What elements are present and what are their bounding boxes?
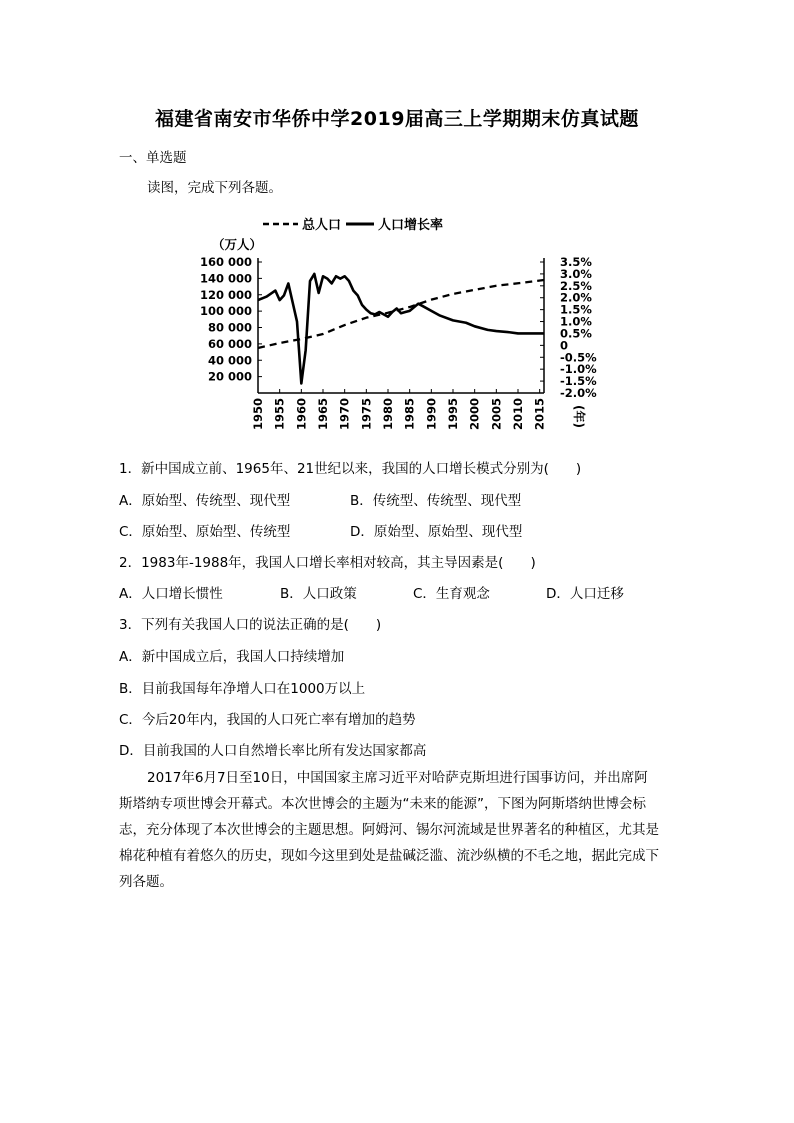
right-axis-ticks	[540, 255, 597, 400]
passage	[119, 765, 679, 895]
population-chart	[0, 0, 794, 450]
left-tick-label: 20 000	[207, 369, 252, 384]
page-title: 福建省南安市华侨中学2019届高三上学期期末仿真试题	[155, 108, 639, 130]
question-1-option-c[interactable]: C．原始型、原始型、传统型	[119, 524, 291, 540]
question-3-option-a[interactable]: A．新中国成立后，我国人口持续增加	[119, 649, 345, 665]
x-tick-label: 1990	[424, 398, 439, 431]
legend-total-population: 总人口	[302, 218, 342, 233]
question-2-option-d[interactable]: D．人口迁移	[546, 586, 624, 602]
right-tick-label: 1.5%	[560, 302, 592, 317]
question-1-stem: 1．新中国成立前、1965年、21世纪以来，我国的人口增长模式分别为( )	[119, 461, 582, 477]
x-unit: (年)	[572, 405, 586, 428]
question-1-option-d[interactable]: D．原始型、原始型、现代型	[350, 524, 523, 540]
right-tick-label: 2.0%	[560, 290, 592, 305]
x-tick-label: 1975	[359, 398, 374, 431]
y-left-unit: （万人）	[212, 237, 263, 252]
left-tick-label: 100 000	[199, 304, 252, 319]
x-tick-label: 1970	[337, 398, 352, 431]
question-3-option-d[interactable]: D．目前我国的人口自然增长率比所有发达国家都高	[119, 743, 427, 759]
section-heading: 一、单选题	[119, 150, 187, 166]
x-tick-label: 1980	[381, 398, 395, 431]
right-tick-label: 2.5%	[560, 278, 592, 293]
x-tick-label: 2000	[467, 398, 482, 431]
left-tick-label: 60 000	[207, 336, 252, 351]
question-1-option-a[interactable]: A．原始型、传统型、现代型	[119, 493, 291, 509]
right-tick-label: -1.0%	[560, 362, 597, 377]
left-tick-label: 160 000	[199, 255, 252, 269]
chart-series	[258, 274, 544, 384]
question-2-option-a[interactable]: A．人口增长惯性	[119, 586, 223, 602]
right-tick-label: -1.5%	[560, 374, 597, 389]
passage-line-2: 斯塔纳专项世博会开幕式。本次世博会的主题为“未来的能源”，下图为阿斯塔纳世博会标	[119, 796, 646, 812]
question-2-option-b[interactable]: B．人口政策	[280, 586, 357, 602]
legend-growth-rate: 人口增长率	[378, 218, 444, 233]
question-3-option-c[interactable]: C．今后20年内，我国的人口死亡率有增加的趋势	[119, 712, 416, 728]
question-1-option-b[interactable]: B．传统型、传统型、现代型	[350, 493, 522, 509]
right-tick-label: -2.0%	[560, 386, 597, 400]
x-tick-label: 1955	[272, 398, 287, 431]
left-tick-label: 80 000	[207, 320, 252, 335]
left-tick-label: 140 000	[199, 271, 252, 286]
x-tick-label: 1960	[294, 398, 309, 431]
passage-line-1: 2017年6月7日至10日，中国国家主席习近平对哈萨克斯坦进行国事访问，并出席阿	[147, 770, 648, 786]
x-tick-label: 1995	[446, 398, 460, 431]
growth-rate-line	[258, 274, 544, 384]
passage-line-4: 棉花种植有着悠久的历史，现如今这里到处是盐碱泛滥、流沙纵横的不毛之地，据此完成下	[119, 848, 659, 864]
x-tick-label: 1950	[251, 398, 265, 431]
left-tick-label: 40 000	[207, 353, 252, 368]
right-tick-label: 1.0%	[560, 314, 592, 329]
question-2-stem: 2．1983年-1988年，我国人口增长率相对较高，其主导因素是( )	[119, 555, 536, 571]
right-tick-label: 0	[560, 338, 569, 353]
right-tick-label: 3.5%	[560, 255, 592, 269]
x-tick-label: 1965	[316, 398, 330, 431]
left-axis-ticks	[200, 255, 262, 384]
passage-line-3: 志，充分体现了本次世博会的主题思想。阿姆河、锡尔河流域是世界著名的种植区，尤其是	[119, 822, 659, 838]
right-tick-label: 0.5%	[560, 326, 592, 341]
right-tick-label: 3.0%	[560, 266, 592, 281]
x-tick-label: 2010	[511, 398, 525, 431]
x-axis-ticks	[251, 389, 547, 430]
x-tick-label: 2005	[489, 398, 504, 431]
question-3-option-b[interactable]: B．目前我国每年净增人口在1000万以上	[119, 681, 366, 697]
x-tick-label: 1985	[402, 398, 417, 431]
passage-line-5: 列各题。	[119, 874, 173, 890]
question-2-option-c[interactable]: C．生育观念	[413, 586, 490, 602]
left-tick-label: 120 000	[199, 287, 252, 302]
x-tick-label: 2015	[532, 398, 547, 431]
right-tick-label: -0.5%	[560, 350, 597, 365]
question-3-stem: 3．下列有关我国人口的说法正确的是( )	[119, 617, 382, 633]
chart-intro: 读图，完成下列各题。	[147, 180, 282, 196]
